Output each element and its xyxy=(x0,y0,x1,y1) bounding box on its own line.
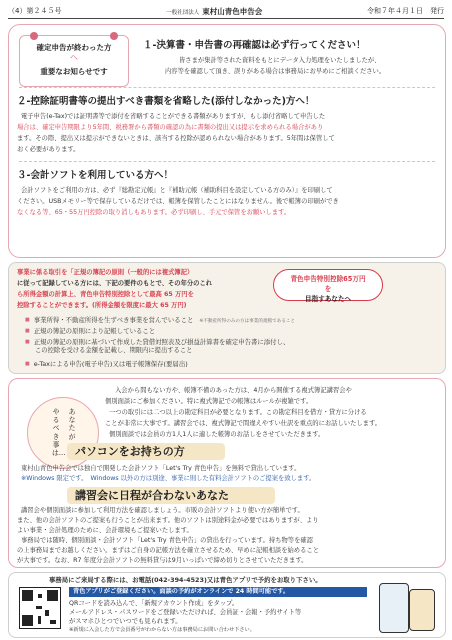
section-2-title: ２-控除証明書等の提出すべき書類を省略した(添付しなかった)方へ！ xyxy=(17,96,315,107)
requirement-text: 事業所得・不動産所得を生ずべき事業を営んでいること xyxy=(33,316,194,324)
app-instruction-line: メールアドレス・パスワードをご登録いただければ、会員証・会報・予約サイト等 xyxy=(69,609,302,616)
callout-line: 目指すあなたへ xyxy=(304,295,352,303)
invite-line: ことが非常に大事です。講習会では、複式簿記で間違えやすい仕訳を重点的にお話しいたします。 xyxy=(105,420,382,427)
schedule-line: が大事です。なお、R7 年度分会計ソフトの無料貸与は9月いっぱいで締め切りとさせていただきます。 xyxy=(17,557,308,564)
org-label: 東村山青色申告会 xyxy=(202,6,263,16)
section-3-line: ください。USBメモリー等で保存しているだけでは、帳簿を保管したことにはなりません。後で帳簿の印刷ができ xyxy=(17,198,339,205)
requirement-item: ■ 正規の簿記の原則により記帳していること xyxy=(25,326,155,335)
intro-line: に従って記録している方には、下記の要件のもとで、その年分のこれ xyxy=(17,280,213,287)
page-header xyxy=(8,4,444,19)
section-2-line: ます。その際、提出又は提示ができないときは、該当する控除が認められない場合があります。5年間は保管して xyxy=(17,135,335,142)
requirement-item: ■ 正規の簿記の原則に基づいて作成した貸借対照表及び損益計算書を確定申告書に添付し、 xyxy=(25,337,289,346)
requirement-item xyxy=(25,315,295,324)
pc-owner-line: 東村山青色申告会では独自で開発した会計ソフト「Let's Try 青色申告」を無料で貸出しています。 xyxy=(21,465,301,472)
divider xyxy=(19,161,435,162)
important-notice-box xyxy=(8,24,446,258)
goal-callout xyxy=(273,269,383,301)
intro-line: 控除することができます。(所得金額を限度に最大 65 万円) xyxy=(17,302,187,309)
issue-number: （4）第２４５号 xyxy=(8,7,62,15)
org-prefix: 一般社団法人 xyxy=(166,9,200,16)
callout-line: 青色申告特別控除65万円 xyxy=(290,275,366,283)
pin-icon xyxy=(110,32,118,40)
section-2-line: 場合は、確定申告期限より5年間、税務署から書類の確認の為に書類の提出又は提示を求められる場合があり xyxy=(17,124,324,131)
section-1-title: １-決算書・申告書の再確認は必ず行ってください！ xyxy=(143,40,366,51)
schedule-line: また、他の会計ソフトのご提案も行うことが出来ます。他のソフトは別途料金が必要ではありますが、より xyxy=(17,517,319,524)
sticker-line-3: 重要なお知らせです xyxy=(40,67,108,76)
section-1-line: 内容等を確認して頂き、誤りがある場合は事務局にお早めにご相談ください。 xyxy=(165,68,386,75)
app-registration-banner: 青色アプリがご登録ください。面談の予約がオンラインで 24 時間可能です。 xyxy=(69,587,367,597)
issue-date: 令和７年４月１日 発行 xyxy=(366,7,444,15)
pc-owner-line: ※Windows 限定です。 Windows 以外の方は別途、事業に則した有料会計ソフトのご提案を致します。 xyxy=(21,475,316,482)
requirement-continuation: この控除を受ける金額を記載し、期限内に提出すること xyxy=(35,347,193,354)
invite-line: 入会から間もない方や、帳簿不備のあった方は、4月から開催する複式簿記講習会や xyxy=(115,387,352,394)
badge-column: やるべき事は… xyxy=(52,408,66,458)
sticker-line-1: 確定申告が終わった方 xyxy=(36,43,112,52)
schedule-line: よい事業・会計処理のために、会計環境もご提案いたします。 xyxy=(17,527,193,534)
app-instruction-line: がスマホひとつでいつでも見られます。 xyxy=(69,618,182,625)
pin-icon xyxy=(30,32,38,40)
callout-line: を xyxy=(324,285,332,293)
app-note-line: ※新規に入会した方で会員番号がわからない方は事務局にお問い合わせ下さい。 xyxy=(69,627,255,633)
section-2-line: 電子申告(e-Tax)では証明書等で添付を省略することができる書類がありますが、もし添付省略して申告した xyxy=(21,113,326,120)
intro-line: 事業に係る取引を「正規の簿記の原則（一般的には複式簿記） xyxy=(17,269,194,276)
section-2-line: おく必要があります。 xyxy=(17,146,80,153)
section-3-title: ３-会計ソフトを利用している方へ！ xyxy=(17,170,173,181)
divider xyxy=(19,87,435,88)
contact-box xyxy=(8,572,446,638)
requirement-note: ※不動産所得のみの方は事業的規模であること xyxy=(199,319,296,324)
action-box xyxy=(8,378,446,568)
section-3-line: なくなる等、65・55万円控除の取り消しもあります。必ず印刷し、手元で保管をお願いします。 xyxy=(17,209,291,216)
notice-sticker xyxy=(19,35,129,87)
invite-line: 一つの取引には二つ以上の勘定科目が必要となります。この勘定科目を借方・貸方に分ける xyxy=(109,409,367,416)
schedule-line: の上事務局までお越しください。まずはご自身の記帳方法を確立させるため、早めに記帳相談を始めること xyxy=(17,547,319,554)
deduction-requirements-box xyxy=(8,262,446,374)
badge-column: あなたが xyxy=(68,408,76,441)
invite-line: 個別面談にご参加ください。特に複式簿記での帳簿はルールが複雑です。 xyxy=(105,398,313,405)
smartphone-icon xyxy=(409,589,435,631)
pc-owner-heading: パソコンをお持ちの方 xyxy=(67,443,225,460)
qr-code-icon[interactable] xyxy=(19,587,61,629)
requirement-item: ■ e-Taxによる申告(電子申告)又は電子帳簿保存(要届出) xyxy=(25,359,188,368)
schedule-line: 講習会や個別面談に参加して利用方法を確認しましょう。市販の会計ソフトより使い方が簡単です。 xyxy=(21,507,304,514)
schedule-line: 事務局では随時、個別面談・会計ソフト「Let's Try 青色申告」の貸出を行っています。持ち物等を確認 xyxy=(21,537,313,544)
section-1-line: 皆さまが集計等された資料をもとにデータ入力処理をいたしましたが、 xyxy=(179,57,381,64)
section-3-line: 会計ソフトをご利用の方は、必ず『総勘定元帳』と『補助元帳（補助科目を設定している方のみ）』を印刷して xyxy=(21,187,333,194)
intro-line: ら所得金額の計算上、青色申告特別控除として最高 65 万円を xyxy=(17,291,194,298)
invite-line: 個別面談では会員の方1人1人に適した帳簿のお話しをさせていただきます。 xyxy=(109,431,325,438)
schedule-heading: 講習会に日程が合わないあなた xyxy=(67,487,275,504)
app-instruction-line: QRコードを読み込んで、「新規アカウント作成」をタップ。 xyxy=(69,600,239,607)
sticker-line-2: へ xyxy=(70,53,78,62)
organization-name xyxy=(166,6,262,17)
contact-title: 事務局にご来局する際には、お電話(042-394-4523)又は青色アプリで予約をお取り下さい。 xyxy=(49,576,322,584)
smartphone-icon xyxy=(379,583,409,633)
